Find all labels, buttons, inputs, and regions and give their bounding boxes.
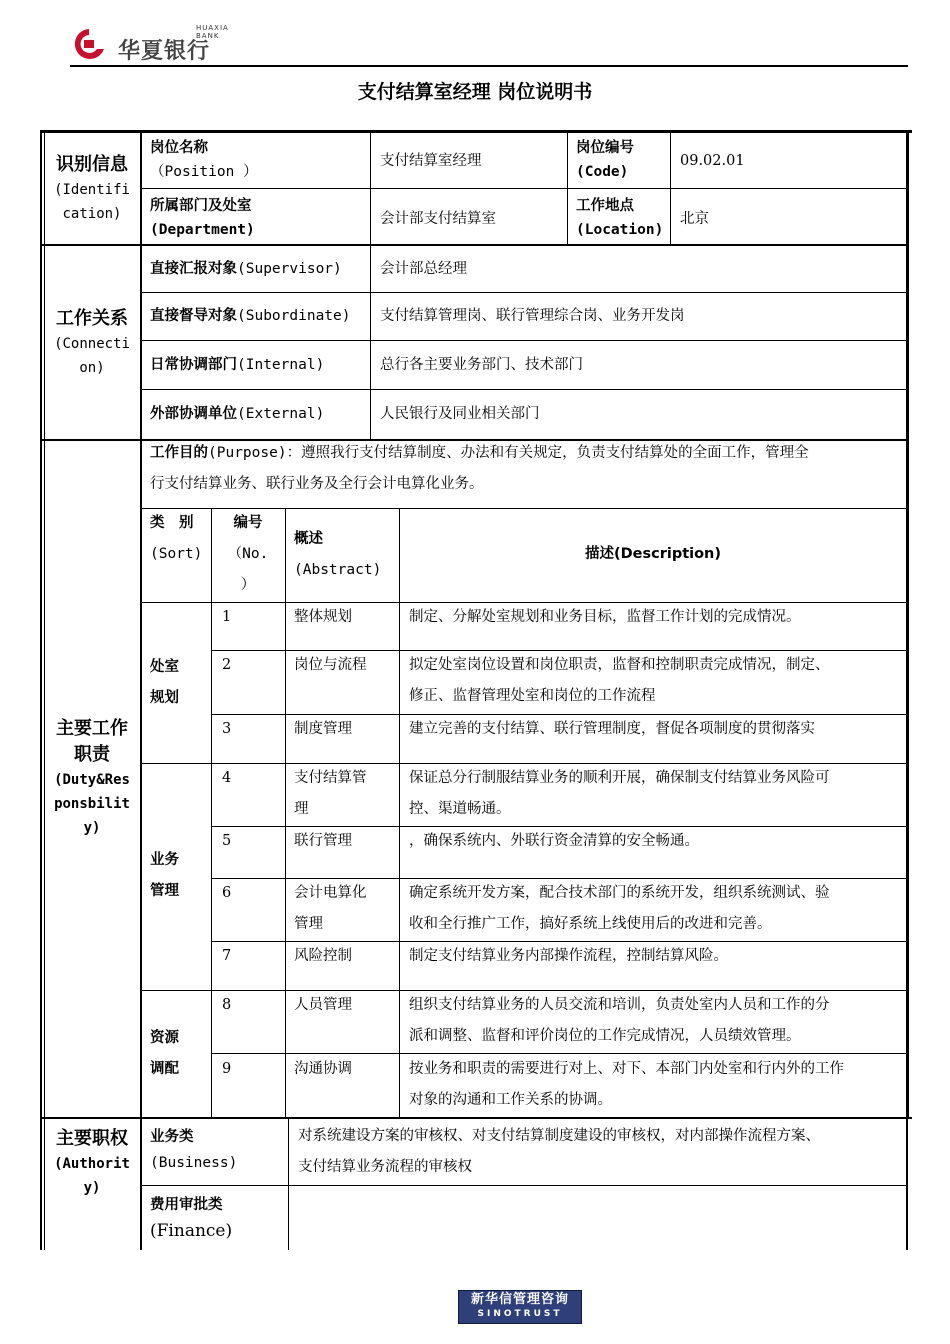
- label-en: (Finance): [150, 1221, 233, 1241]
- connection-value: 支付结算管理岗、联行管理综合岗、业务开发岗: [380, 308, 685, 324]
- group-label: [150, 1023, 179, 1085]
- department-label: [150, 194, 255, 242]
- row-line: [142, 188, 906, 189]
- item-description: [409, 650, 905, 712]
- abstract-line: 制度管理: [294, 721, 352, 737]
- label-en: (Department): [150, 222, 255, 238]
- item-number: 7: [222, 948, 232, 964]
- description-line: 对象的沟通和工作关系的协调。: [409, 1092, 612, 1108]
- col-line: [567, 130, 568, 244]
- item-description: [409, 714, 905, 745]
- section-label-en: y): [83, 820, 101, 836]
- connection-label: 直接督导对象: [150, 308, 237, 324]
- section-divider: [140, 130, 142, 1250]
- connection-row: [150, 350, 324, 381]
- table-inner-left: [44, 130, 45, 1250]
- connection-label: 外部协调单位: [150, 406, 237, 422]
- section-label: 主要职权: [56, 1128, 128, 1149]
- description-line: 制定支付结算业务内部操作流程，控制结算风险。: [409, 948, 728, 964]
- header-divider: [70, 65, 908, 67]
- col-line: [285, 508, 286, 1118]
- section-label-en: (Connecti: [54, 336, 130, 352]
- purpose-label-en: (Purpose)：: [208, 445, 302, 461]
- row-line: [142, 292, 906, 293]
- sinotrust-cn: 新华信管理咨询: [470, 1292, 569, 1307]
- location-label: [576, 194, 663, 242]
- table-border-top: [40, 130, 912, 133]
- huaxia-bank-logo: [70, 24, 240, 64]
- connection-label-en: (External): [237, 406, 325, 422]
- item-number: 5: [222, 833, 232, 849]
- job-description-table: [40, 130, 912, 1250]
- connection-row: [150, 301, 351, 332]
- section-authority: [44, 1126, 140, 1200]
- description-line: 按业务和职责的需要进行对上、对下、本部门内处室和行内外的工作: [409, 1061, 844, 1077]
- abstract-line: 理: [294, 801, 309, 817]
- code-label: [576, 136, 634, 184]
- label-cn: 所属部门及处室: [150, 198, 252, 214]
- col-line: [670, 130, 671, 244]
- column-header-sort: [150, 508, 210, 570]
- item-abstract: [294, 878, 367, 940]
- group-label-line: 业务: [150, 852, 179, 868]
- connection-label-en: (Subordinate): [237, 308, 351, 324]
- department-value: 会计部支付结算室: [380, 211, 496, 227]
- table-border-left: [40, 130, 42, 1250]
- table-border-right: [906, 130, 909, 1118]
- col-line: [370, 246, 371, 439]
- connection-label-en: (Internal): [237, 357, 325, 373]
- row-line: [142, 389, 906, 390]
- label-en: (Location): [576, 222, 664, 238]
- header-text-en: (Abstract): [294, 562, 382, 578]
- item-abstract: [294, 826, 352, 857]
- column-header-description: 描述(Description): [584, 546, 722, 562]
- col-line: [370, 130, 371, 244]
- label-en: （Position ）: [150, 164, 258, 180]
- connection-label-en: (Supervisor): [237, 261, 342, 277]
- abstract-line: 岗位与流程: [294, 657, 367, 673]
- header-text-en: (Sort): [150, 546, 203, 562]
- description-line: 拟定处室岗位设置和岗位职责，监督和控制职责完成情况，制定、: [409, 657, 830, 673]
- label-cn: 费用审批类: [150, 1197, 223, 1213]
- item-number: 2: [222, 657, 232, 673]
- label-cn: 岗位名称: [150, 140, 208, 156]
- header-text-en: （No.: [227, 546, 269, 562]
- item-number: 4: [222, 770, 232, 786]
- item-number: 1: [222, 609, 232, 625]
- section-label-en: on): [79, 360, 105, 376]
- description-line: 组织支付结算业务的人员交流和培训，负责处室内人员和工作的分: [409, 997, 830, 1013]
- group-label: [150, 652, 179, 714]
- row-line: [142, 340, 906, 341]
- connection-label: 日常协调部门: [150, 357, 237, 373]
- connection-value: 人民银行及同业相关部门: [380, 406, 540, 422]
- section-label: 主要工作: [56, 718, 128, 739]
- purpose-text: [150, 438, 904, 500]
- section-label-en: (Authorit: [54, 1156, 130, 1172]
- description-line: 修正、监督管理处室和岗位的工作流程: [409, 688, 656, 704]
- business-authority-value: [298, 1121, 904, 1183]
- position-label: [150, 136, 258, 184]
- purpose-line: 行支付结算业务、联行业务及全行会计电算化业务。: [150, 476, 484, 492]
- abstract-line: 会计电算化: [294, 885, 367, 901]
- section-label-en: (Duty&Res: [54, 772, 130, 788]
- description-line: 建立完善的支付结算、联行管理制度，督促各项制度的贯彻落实: [409, 721, 815, 737]
- huaxia-logo-icon: [70, 27, 108, 61]
- authority-line: 支付结算业务流程的审核权: [298, 1159, 472, 1175]
- abstract-line: 联行管理: [294, 833, 352, 849]
- position-value: 支付结算室经理: [380, 153, 482, 169]
- location-value: 北京: [680, 211, 709, 227]
- section-label: 职责: [74, 744, 110, 765]
- item-abstract: [294, 650, 367, 681]
- abstract-line: 沟通协调: [294, 1061, 352, 1077]
- document-title: 支付结算室经理 岗位说明书: [357, 81, 593, 103]
- section-line: [40, 1117, 912, 1119]
- item-description: [409, 1054, 905, 1116]
- description-line: 保证总分行制服结算业务的顺利开展，确保制支付结算业务风险可: [409, 770, 830, 786]
- item-abstract: [294, 990, 352, 1021]
- group-label-line: 调配: [150, 1061, 179, 1077]
- label-cn: 业务类: [150, 1129, 194, 1145]
- item-description: [409, 826, 905, 857]
- item-description: [409, 941, 905, 972]
- item-description: [409, 602, 905, 633]
- header-text: 概述: [294, 531, 323, 547]
- item-abstract: [294, 714, 352, 745]
- label-cn: 岗位编号: [576, 140, 634, 156]
- description-line: 派和调整、监督和评价岗位的工作完成情况，人员绩效管理。: [409, 1028, 801, 1044]
- row-line: [142, 1185, 906, 1186]
- label-cn: 工作地点: [576, 198, 634, 214]
- code-value: 09.02.01: [680, 153, 745, 169]
- description-line: 收和全行推广工作，搞好系统上线使用后的改进和完善。: [409, 916, 772, 932]
- label-en: (Business): [150, 1155, 238, 1171]
- item-description: [409, 763, 905, 825]
- section-label-en: (Identifi: [54, 182, 130, 198]
- sinotrust-en: SINOTRUST: [477, 1309, 563, 1319]
- group-label-line: 处室: [150, 659, 179, 675]
- group-label-line: 管理: [150, 883, 179, 899]
- connection-label: 直接汇报对象: [150, 261, 237, 277]
- item-description: [409, 990, 905, 1052]
- description-line: 确定系统开发方案，配合技术部门的系统开发，组织系统测试、验: [409, 885, 830, 901]
- item-abstract: [294, 941, 352, 972]
- section-label: 识别信息: [56, 154, 128, 175]
- brand-english-name: HUAXIA BANK: [196, 24, 229, 40]
- business-authority-label: [150, 1124, 237, 1176]
- brand-chinese-name: 华夏银行: [118, 39, 211, 64]
- sinotrust-logo: [458, 1290, 582, 1324]
- abstract-line: 支付结算管: [294, 770, 367, 786]
- group-label-line: 资源: [150, 1030, 179, 1046]
- header-text: 编号: [233, 515, 263, 531]
- label-en: (Code): [576, 164, 629, 180]
- authority-line: 对系统建设方案的审核权、对支付结算制度建设的审核权，对内部操作流程方案、: [298, 1128, 820, 1144]
- header-text: 类 别: [150, 515, 194, 531]
- item-number: 3: [222, 721, 232, 737]
- group-label: [150, 845, 179, 907]
- column-header-no: [211, 508, 285, 601]
- section-label-en: cation): [62, 206, 122, 222]
- section-line: [40, 244, 906, 246]
- purpose-label: 工作目的: [150, 445, 208, 461]
- item-abstract: [294, 602, 352, 633]
- group-label-line: 规划: [150, 690, 179, 706]
- section-label: 工作关系: [56, 308, 128, 329]
- abstract-line: 管理: [294, 916, 323, 932]
- item-abstract: [294, 1054, 352, 1085]
- section-duty: [44, 716, 140, 840]
- connection-value: 总行各主要业务部门、技术部门: [380, 357, 583, 373]
- item-abstract: [294, 763, 367, 825]
- column-header-abstract: [294, 524, 381, 586]
- abstract-line: 整体规划: [294, 609, 352, 625]
- item-number: 8: [222, 997, 232, 1013]
- section-label-en: y): [83, 1180, 101, 1196]
- purpose-line: 遵照我行支付结算制度、办法和有关规定，负责支付结算处的全面工作，管理全: [301, 445, 809, 461]
- table-border-right-lower: [906, 1118, 908, 1250]
- item-number: 6: [222, 885, 232, 901]
- item-number: 9: [222, 1061, 232, 1077]
- description-line: 制定、分解处室规划和业务目标，监督工作计划的完成情况。: [409, 609, 801, 625]
- description-line: 控、渠道畅通。: [409, 801, 511, 817]
- section-label-en: ponsbilit: [54, 796, 130, 812]
- section-connection: [44, 306, 140, 380]
- connection-row: [150, 399, 324, 430]
- connection-row: [150, 254, 342, 285]
- section-identification: [44, 152, 140, 226]
- finance-authority-label: [150, 1192, 232, 1244]
- connection-value: 会计部总经理: [380, 261, 467, 277]
- abstract-line: 风险控制: [294, 948, 352, 964]
- abstract-line: 人员管理: [294, 997, 352, 1013]
- item-description: [409, 878, 905, 940]
- header-text-en: ）: [240, 577, 256, 593]
- col-line: [399, 508, 400, 1118]
- description-line: ，确保系统内、外联行资金清算的安全畅通。: [409, 833, 699, 849]
